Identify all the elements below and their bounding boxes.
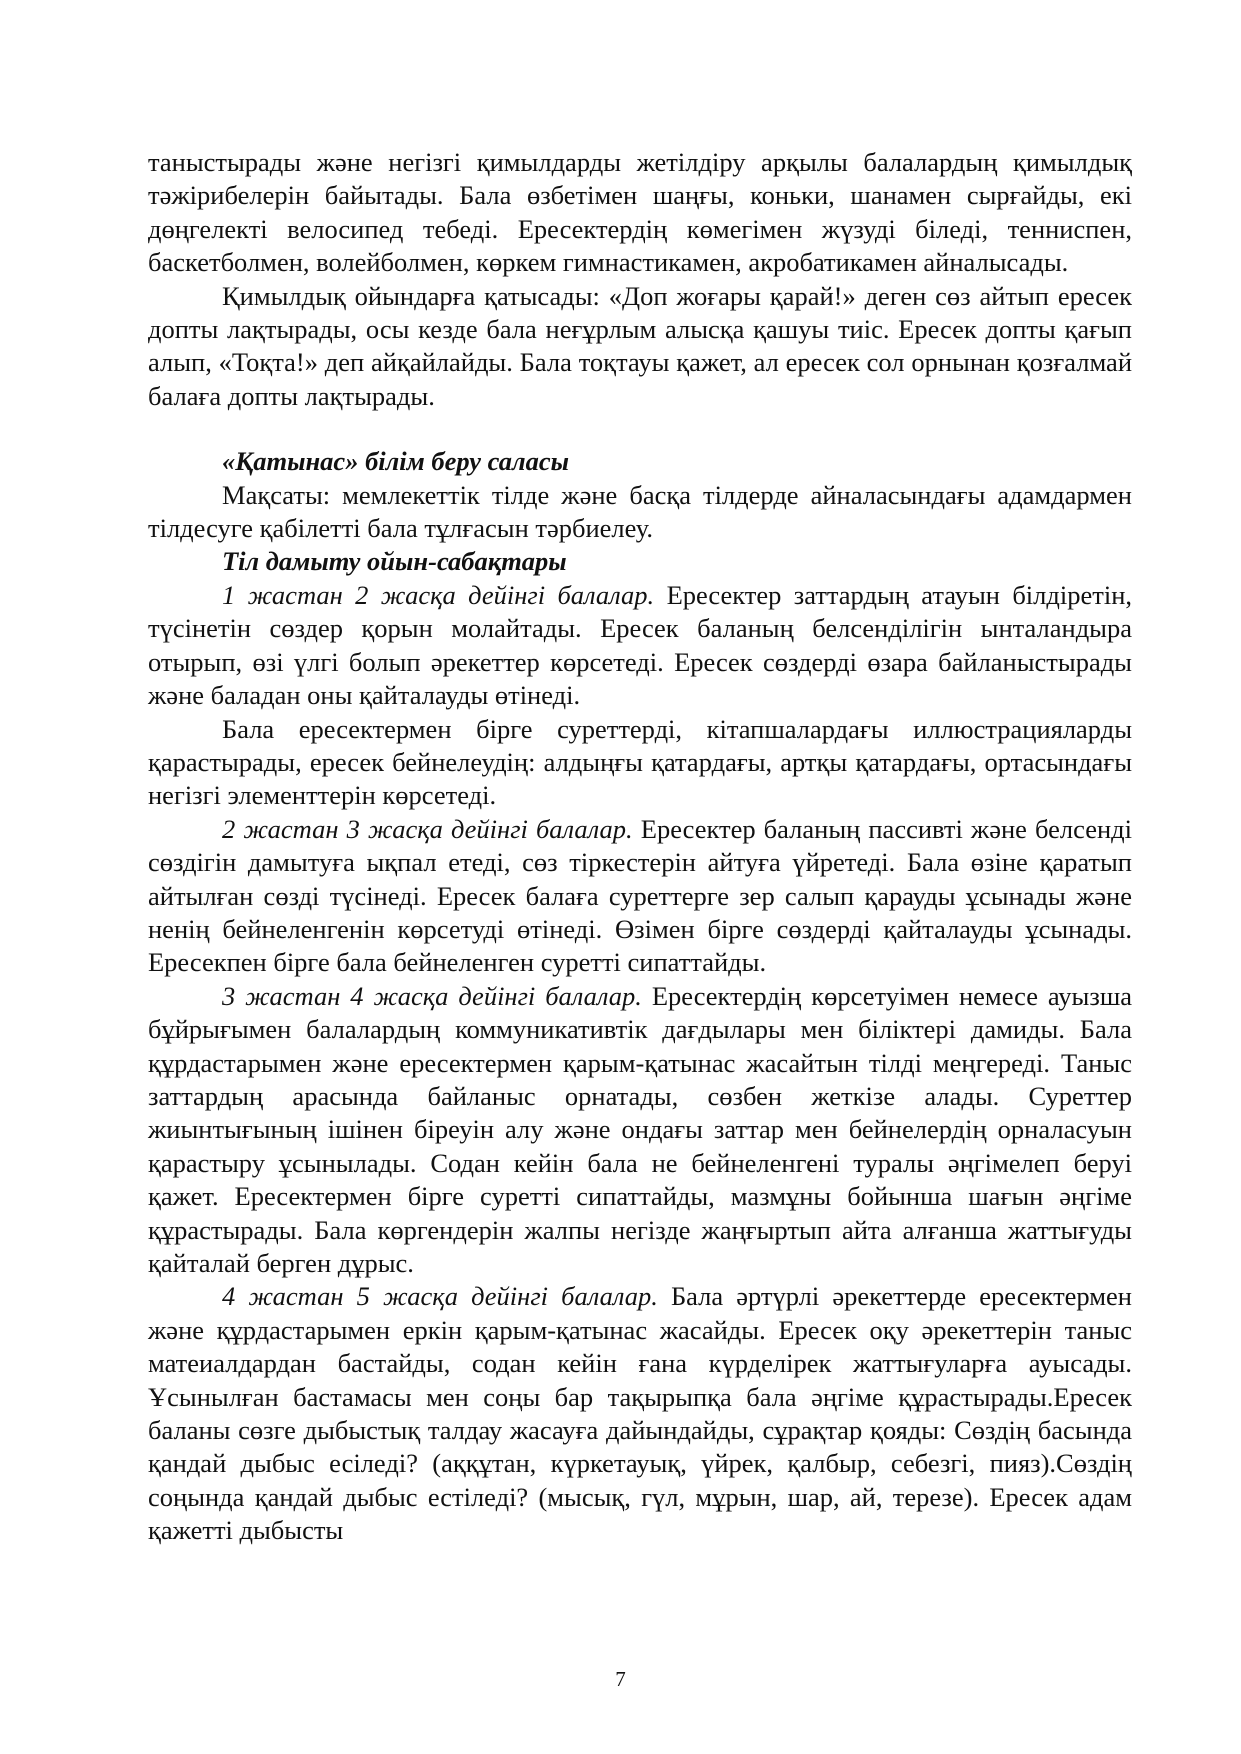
page-body: [148, 146, 1132, 1548]
section-heading: «Қатынас» білім беру саласы: [222, 446, 569, 477]
age-group-label: 3 жастан 4 жасқа дейінгі балалар.: [222, 980, 642, 1011]
subsection-heading: Тіл дамыту ойын-сабақтары: [222, 546, 567, 577]
paragraph: [148, 980, 1132, 1281]
paragraph: [148, 1280, 1132, 1547]
age-group-label: 4 жастан 5 жасқа дейінгі балалар.: [222, 1281, 658, 1312]
page-number: 7: [615, 1667, 626, 1691]
paragraph: Мақсаты: мемлекеттік тілде және басқа тілдерде айналасындағы адамдармен тілдесуге қабілетті бала тұлғасын тәрбиелеу.: [148, 479, 1132, 544]
paragraph-text: Ересектер баланың пассивті және белсенді сөздігін дамытуға ықпал етеді, сөз тіркестерін айтуға үйретеді. Бала өзіне қаратып айтылған сөзді түсінеді. Ересек балаға суреттерге зер салып қарауды ұсынады және ненің бейнеленгенін көрсетуді өтінеді. Өзімен бірге сөздерді қайталауды ұсынады. Ересекпен бірге бала бейнеленген суретті сипаттайды.: [148, 813, 1132, 978]
paragraph-text: Ересектер заттардың атауын білдіретін, түсінетін сөздер қорын молайтады. Ересек баланың белсенділігін ынталандыра отырып, өзі үлгі болып әрекеттер көрсетеді. Ересек сөздерді өзара байланыстырады және баладан оны қайталауды өтінеді.: [148, 579, 1132, 711]
paragraph: Бала ересектермен бірге суреттерді, кітапшалардағы иллюстрацияларды қарастырады, ересек бейнелеудің: алдыңғы қатардағы, артқы қатардағы, ортасындағы негізгі элементтерін көрсетеді.: [148, 713, 1132, 811]
paragraph-text: Бала әртүрлі әрекеттерде ересектермен және құрдастарымен еркін қарым-қатынас жасайды. Ересек оқу әрекеттерін таныс матеиалдардан бастайды, содан кейін ғана күрделірек жаттығуларға ауысады. Ұсынылған бастамасы мен соңы бар тақырыпқа бала әңгіме құрастырады.Ересек баланы сөзге дыбыстық талдау жасауға дайындайды, сұрақтар қояды: Сөздің басында қандай дыбыс есіледі? (аққұтан, күркетауық, үйрек, қалбыр, себезгі, пияз).Сөздің соңында қандай дыбыс естіледі? (мысық, гүл, мұрын, шар, ай, терезе). Ересек адам қажетті дыбысты: [148, 1281, 1132, 1546]
paragraph: Қимылдық ойындарға қатысады: «Доп жоғары қарай!» деген сөз айтып ересек допты лақтырады, осы кезде бала неғұрлым алысқа қашуы тиіс. Ересек допты қағып алып, «Тоқта!» деп айқайлайды. Бала тоқтауы қажет, ал ересек сол орнынан қозғалмай балаға допты лақтырады.: [148, 280, 1132, 411]
paragraph: [148, 579, 1132, 713]
paragraph: таныстырады және негізгі қимылдарды жетілдіру арқылы балалардың қимылдық тәжірибелерін байытады. Бала өзбетімен шаңғы, коньки, шанамен сырғайды, екі дөңгелекті велосипед тебеді. Ересектердің көмегімен жүзуді біледі, тенниспен, баскетболмен, волейболмен, көркем гимнастикамен, акробатикамен айналысады.: [148, 147, 1132, 278]
paragraph: [148, 813, 1132, 980]
paragraph-gap: [148, 413, 1132, 445]
age-group-label: 1 жастан 2 жасқа дейінгі балалар.: [222, 579, 655, 610]
paragraph-text: Ересектердің көрсетуімен немесе ауызша бұйрығымен балалардың коммуникативтік дағдылары мен біліктері дамиды. Бала құрдастарымен және ересектермен қарым-қатынас жасайтын тілді меңгереді. Таныс заттардың арасында байланыс орнатады, сөзбен жеткізе алады. Суреттер жиынтығының ішінен біреуін алу және ондағы заттар мен бейнелердің орналасуын қарастыру ұсынылады. Содан кейін бала не бейнеленгені туралы әңгімелеп беруі қажет. Ересектермен бірге суретті сипаттайды, мазмұны бойынша шағын әңгіме құрастырады. Бала көргендерін жалпы негізде жаңғыртып айта алғанша жаттығуды қайталай берген дұрыс.: [148, 980, 1132, 1278]
age-group-label: 2 жастан 3 жасқа дейінгі балалар.: [222, 813, 633, 844]
